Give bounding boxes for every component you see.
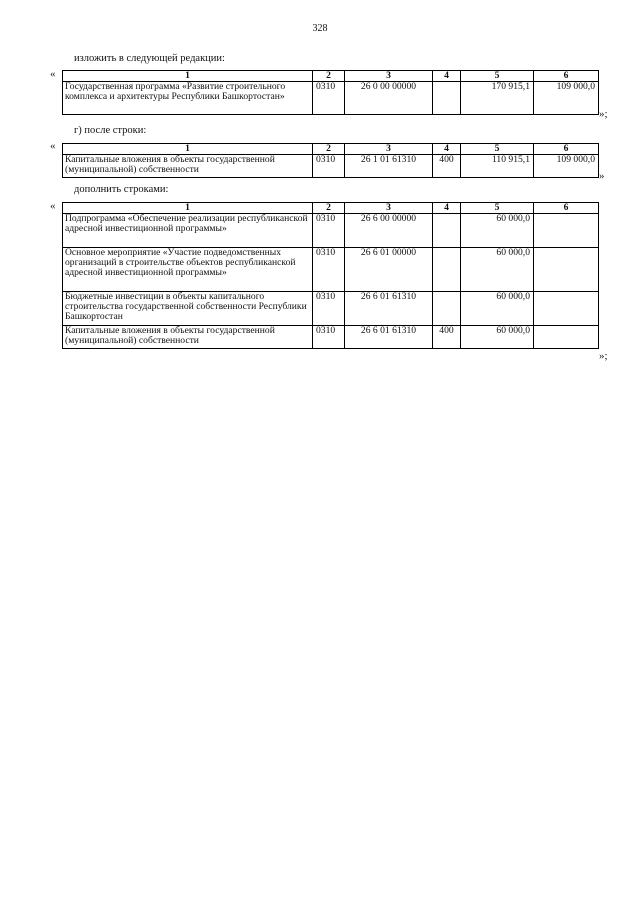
row-csr: 26 6 01 00000 bbox=[345, 248, 433, 292]
row-sum2 bbox=[534, 214, 599, 248]
header-cell: 6 bbox=[534, 203, 599, 214]
row-csr: 26 6 00 00000 bbox=[345, 214, 433, 248]
table-row bbox=[63, 326, 599, 349]
row-vr: 400 bbox=[433, 155, 461, 178]
row-rz: 0310 bbox=[313, 82, 345, 115]
row-name: Подпрограмма «Обеспечение реализации республиканской адресной инвестиционной программы» bbox=[63, 214, 313, 248]
row-sum1: 110 915,1 bbox=[461, 155, 534, 178]
header-cell: 6 bbox=[534, 144, 599, 155]
row-rz: 0310 bbox=[313, 155, 345, 178]
header-cell: 2 bbox=[313, 71, 345, 82]
row-name: Капитальные вложения в объекты государственной (муниципальной) собственности bbox=[63, 155, 313, 178]
row-csr: 26 1 01 61310 bbox=[345, 155, 433, 178]
row-rz: 0310 bbox=[313, 214, 345, 248]
row-name: Бюджетные инвестиции в объекты капитального строительства государственной собственности Республики Башкортостан bbox=[63, 292, 313, 326]
section-b-close-quote: » bbox=[599, 170, 605, 182]
row-sum1: 60 000,0 bbox=[461, 292, 534, 326]
section-a-table bbox=[62, 70, 599, 115]
row-name: Государственная программа «Развитие строительного комплекса и архитектуры Республики Башкортостан» bbox=[63, 82, 313, 115]
header-cell: 4 bbox=[433, 144, 461, 155]
header-cell: 1 bbox=[63, 144, 313, 155]
row-sum1: 60 000,0 bbox=[461, 248, 534, 292]
row-csr: 26 6 01 61310 bbox=[345, 326, 433, 349]
section-b-intro: г) после строки: bbox=[74, 125, 147, 136]
row-name: Основное мероприятие «Участие подведомственных организаций в строительстве объектов республиканской адресной инвестиционной программы» bbox=[63, 248, 313, 292]
row-vr: 400 bbox=[433, 326, 461, 349]
section-b-table bbox=[62, 143, 599, 178]
row-vr bbox=[433, 292, 461, 326]
row-sum2 bbox=[534, 326, 599, 349]
header-cell: 1 bbox=[63, 203, 313, 214]
table-header-row bbox=[63, 71, 599, 82]
header-cell: 6 bbox=[534, 71, 599, 82]
table-row bbox=[63, 214, 599, 248]
row-sum1: 60 000,0 bbox=[461, 326, 534, 349]
header-cell: 3 bbox=[345, 203, 433, 214]
row-vr bbox=[433, 214, 461, 248]
row-sum1: 170 915,1 bbox=[461, 82, 534, 115]
header-cell: 5 bbox=[461, 203, 534, 214]
row-rz: 0310 bbox=[313, 248, 345, 292]
header-cell: 3 bbox=[345, 144, 433, 155]
row-rz: 0310 bbox=[313, 326, 345, 349]
page-number: 328 bbox=[312, 23, 328, 34]
header-cell: 3 bbox=[345, 71, 433, 82]
table-row bbox=[63, 155, 599, 178]
row-sum2: 109 000,0 bbox=[534, 155, 599, 178]
header-cell: 2 bbox=[313, 144, 345, 155]
section-a-intro: изложить в следующей редакции: bbox=[74, 53, 225, 64]
row-vr bbox=[433, 248, 461, 292]
row-sum2 bbox=[534, 248, 599, 292]
section-c-open-quote: « bbox=[50, 200, 56, 212]
header-cell: 1 bbox=[63, 71, 313, 82]
table-row bbox=[63, 292, 599, 326]
section-b-open-quote: « bbox=[50, 140, 56, 152]
header-cell: 4 bbox=[433, 203, 461, 214]
header-cell: 2 bbox=[313, 203, 345, 214]
section-c-table bbox=[62, 202, 599, 349]
table-header-row bbox=[63, 203, 599, 214]
header-cell: 4 bbox=[433, 71, 461, 82]
section-c-intro: дополнить строками: bbox=[74, 184, 169, 195]
table-header-row bbox=[63, 144, 599, 155]
row-name: Капитальные вложения в объекты государственной (муниципальной) собственности bbox=[63, 326, 313, 349]
table-row bbox=[63, 248, 599, 292]
section-a-open-quote: « bbox=[50, 68, 56, 80]
row-csr: 26 0 00 00000 bbox=[345, 82, 433, 115]
row-sum1: 60 000,0 bbox=[461, 214, 534, 248]
section-c-close-quote: »; bbox=[599, 350, 608, 362]
row-sum2: 109 000,0 bbox=[534, 82, 599, 115]
header-cell: 5 bbox=[461, 71, 534, 82]
header-cell: 5 bbox=[461, 144, 534, 155]
row-rz: 0310 bbox=[313, 292, 345, 326]
row-csr: 26 6 01 61310 bbox=[345, 292, 433, 326]
row-vr bbox=[433, 82, 461, 115]
section-a-close-quote: »; bbox=[599, 108, 608, 120]
table-row bbox=[63, 82, 599, 115]
row-sum2 bbox=[534, 292, 599, 326]
